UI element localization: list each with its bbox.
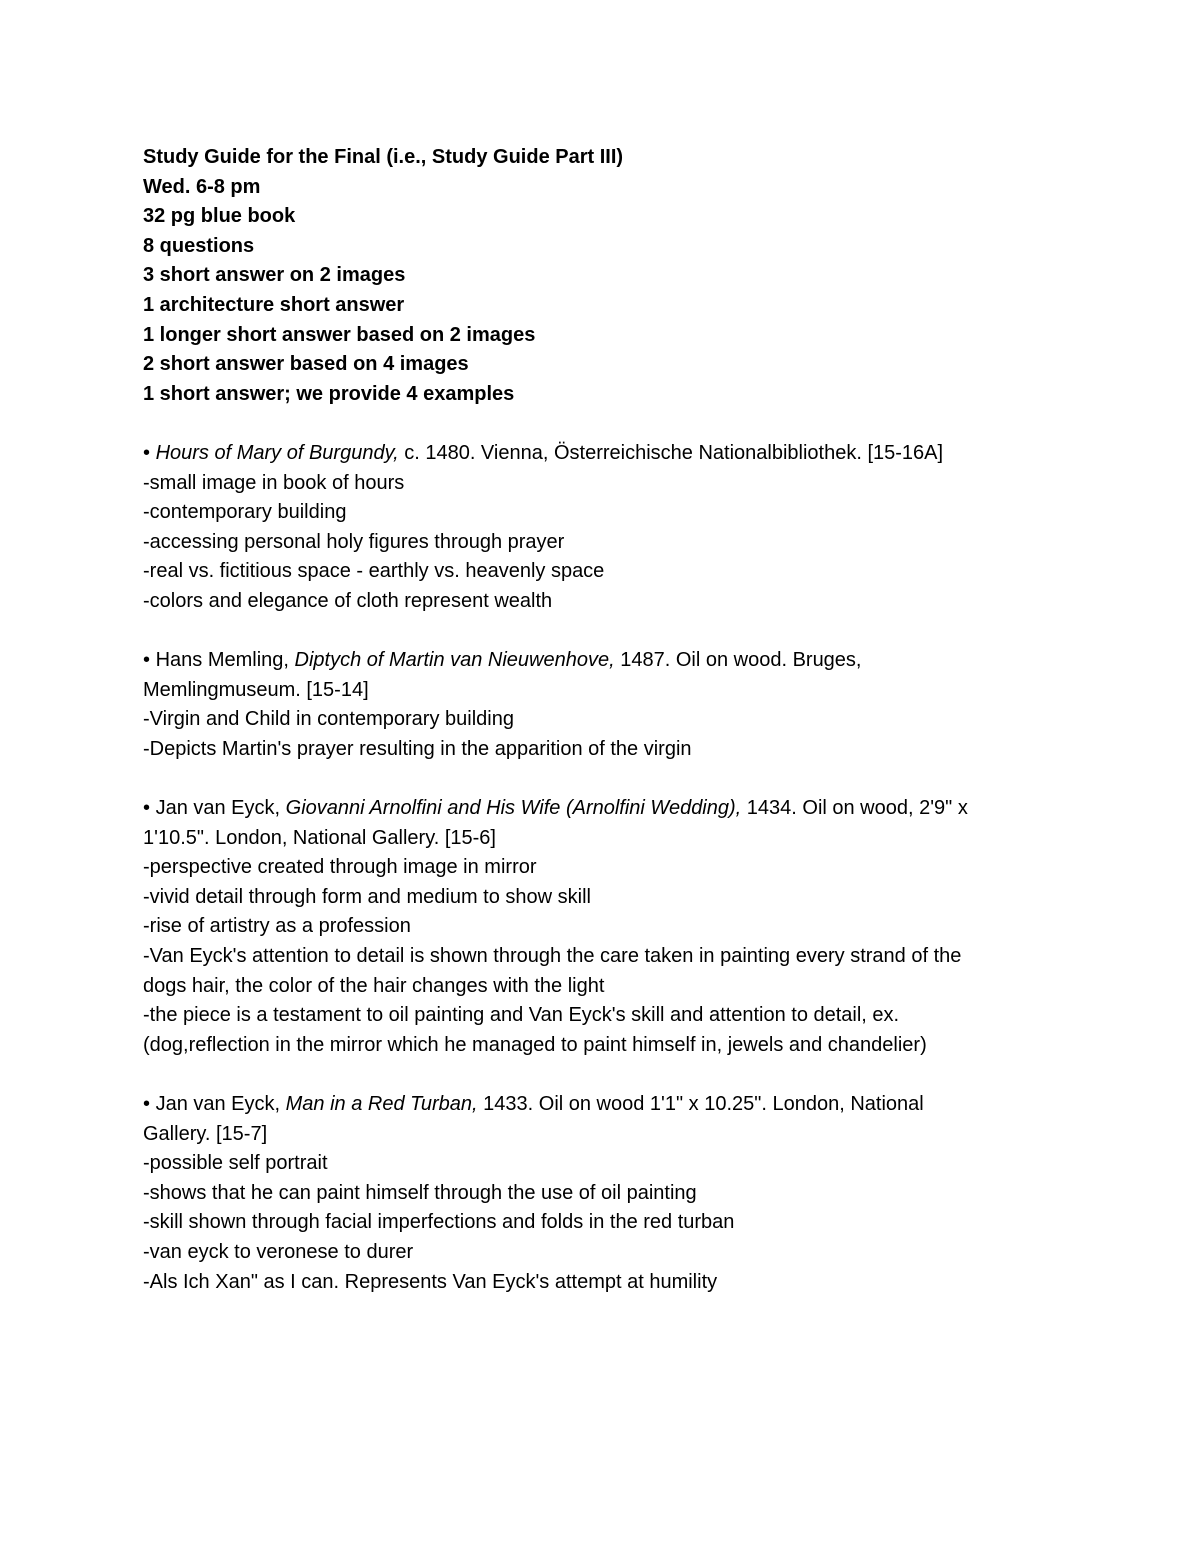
artwork-citation-cont: Gallery. [15-7] (143, 1122, 268, 1145)
exam-info-line: 1 short answer; we provide 4 examples (143, 382, 515, 405)
artwork-note: -Virgin and Child in contemporary building (143, 708, 514, 731)
artwork-entry (143, 794, 1063, 1060)
artwork-note: -rise of artistry as a profession (143, 915, 411, 938)
exam-info-line: Wed. 6-8 pm (143, 175, 261, 198)
artwork-note: -colors and elegance of cloth represent wealth (143, 589, 553, 612)
artwork-note: -Depicts Martin's prayer resulting in the apparition of the virgin (143, 737, 692, 760)
exam-info-line: 1 architecture short answer (143, 293, 405, 316)
artwork-note: -Van Eyck's attention to detail is shown through the care taken in painting every strand of the (143, 945, 962, 968)
artwork-note: -Als Ich Xan" as I can. Represents Van Eyck's attempt at humility (143, 1270, 718, 1293)
artwork-note: -shows that he can paint himself through the use of oil painting (143, 1181, 697, 1204)
artwork-note: -contemporary building (143, 501, 347, 524)
document-page (143, 143, 1063, 1297)
artwork-note: -perspective created through image in mirror (143, 856, 537, 879)
artwork-note: -van eyck to veronese to durer (143, 1240, 414, 1263)
bullet: • (143, 441, 151, 464)
artwork-citation: • Jan van Eyck, Giovanni Arnolfini and His Wife (Arnolfini Wedding), 1434. Oil on wood, 2'9" x (143, 797, 968, 820)
artwork-title: Hours of Mary of Burgundy, (155, 441, 399, 464)
artwork-title: Giovanni Arnolfini and His Wife (Arnolfini Wedding), (285, 797, 742, 820)
artwork-note: -the piece is a testament to oil painting and Van Eyck's skill and attention to detail, ex. (143, 1004, 900, 1027)
artwork-entry (143, 1090, 1063, 1297)
spacer (143, 1060, 1063, 1090)
spacer (143, 409, 1063, 439)
header-block (143, 143, 1063, 409)
exam-info-line: 3 short answer on 2 images (143, 264, 406, 287)
artwork-citation: • Hours of Mary of Burgundy, c. 1480. Vienna, Österreichische Nationalbibliothek. [15-16A] (143, 441, 944, 464)
artwork-title: Man in a Red Turban, (285, 1093, 478, 1115)
artwork-citation-cont: 1'10.5". London, National Gallery. [15-6] (143, 826, 496, 849)
artwork-note: -accessing personal holy figures through prayer (143, 530, 565, 553)
artwork-note: -small image in book of hours (143, 471, 405, 494)
spacer (143, 617, 1063, 647)
artwork-note: -vivid detail through form and medium to show skill (143, 885, 591, 908)
bullet: • (143, 649, 151, 672)
document-title: Study Guide for the Final (i.e., Study Guide Part III) (143, 146, 624, 168)
spacer (143, 764, 1063, 794)
artwork-title: Diptych of Martin van Nieuwenhove, (294, 649, 615, 672)
artwork-citation: • Jan van Eyck, Man in a Red Turban, 1433. Oil on wood 1'1" x 10.25". London, National (143, 1093, 924, 1115)
bullet: • (143, 797, 151, 820)
artwork-entry (143, 439, 1063, 617)
exam-info-line: 8 questions (143, 234, 255, 257)
exam-info-line: 1 longer short answer based on 2 images (143, 323, 536, 346)
artwork-citation: • Hans Memling, Diptych of Martin van Nieuwenhove, 1487. Oil on wood. Bruges, (143, 649, 862, 672)
artwork-entry (143, 646, 1063, 764)
exam-info-line: 32 pg blue book (143, 205, 296, 228)
artwork-note: -possible self portrait (143, 1152, 328, 1175)
exam-info-line: 2 short answer based on 4 images (143, 353, 469, 376)
artwork-note: -real vs. fictitious space - earthly vs. heavenly space (143, 560, 605, 583)
artwork-citation-cont: Memlingmuseum. [15-14] (143, 678, 369, 701)
artwork-note: -skill shown through facial imperfections and folds in the red turban (143, 1211, 735, 1234)
bullet: • (143, 1093, 151, 1115)
artwork-note: dogs hair, the color of the hair changes with the light (143, 974, 605, 997)
artwork-note: (dog,reflection in the mirror which he managed to paint himself in, jewels and chandelier) (143, 1033, 927, 1056)
